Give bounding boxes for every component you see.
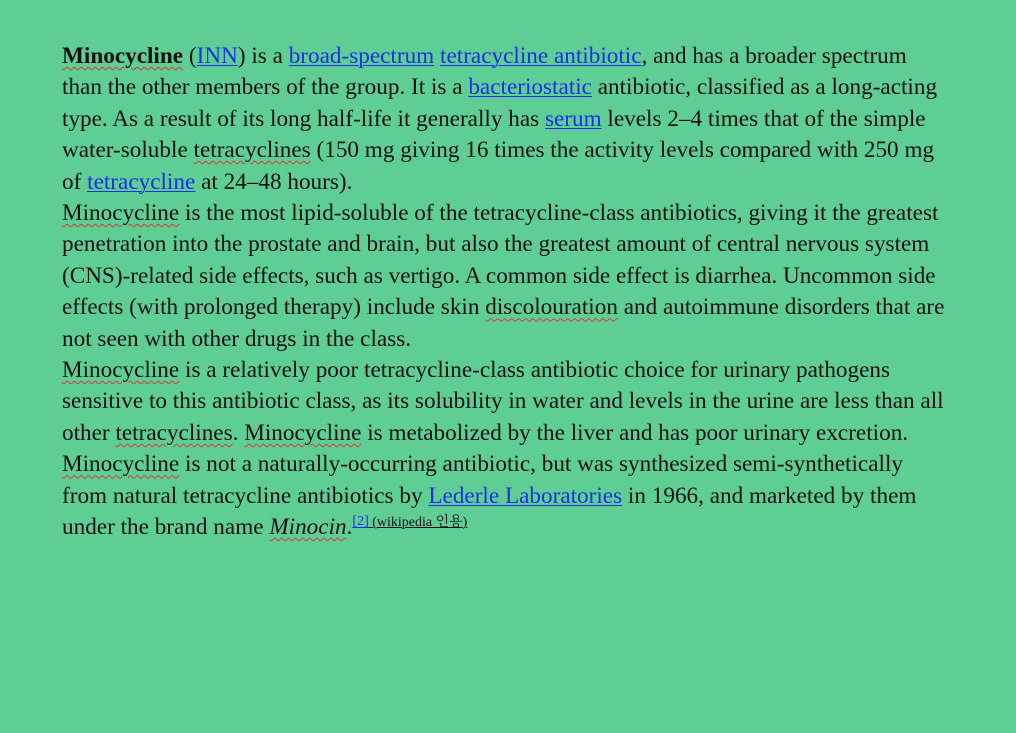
citation-link[interactable]: [2]: [352, 514, 369, 530]
text: is the most lipid-soluble of the tetracycline-class antibiotics, giving it the greatest penetration into the prostate and brain, but also the greatest amount of central nervous system (CNS)-related side effects, such as vertigo. A common side effect is diarrhea. Uncommon side effects (with prolonged therapy) include skin: [62, 200, 939, 321]
term-minocycline: Minocycline: [62, 43, 184, 69]
document-body: [62, 41, 952, 544]
text: ) is a: [237, 43, 289, 69]
link-broad-spectrum[interactable]: broad-spectrum: [288, 43, 435, 69]
link-tetracycline-antibiotic[interactable]: tetracycline antibiotic: [440, 43, 642, 69]
term-minocycline: Minocycline: [62, 357, 180, 384]
text: is a relatively poor tetracycline-class antibiotic choice for urinary pathogens sensitive to this antibiotic class, as its solubility in water and levels in the urine are less than all other: [62, 357, 944, 446]
link-bacteriostatic[interactable]: bacteriostatic: [468, 74, 592, 101]
text: .: [346, 514, 353, 541]
text: is not a naturally-occurring antibiotic, but was synthesized semi-synthetically from natural tetracycline antibiotics by: [62, 451, 903, 509]
paragraph-4: [62, 449, 952, 543]
term-minocycline: Minocycline: [62, 200, 180, 227]
brand-minocin: Minocin: [269, 514, 347, 541]
link-serum[interactable]: serum: [544, 105, 602, 132]
text: (: [183, 43, 197, 69]
link-tetracycline[interactable]: tetracycline: [87, 168, 196, 195]
text: is metabolized by the liver and has poor urinary excretion.: [361, 419, 909, 446]
term-minocycline: Minocycline: [244, 419, 362, 446]
word-discolouration: discolouration: [485, 294, 618, 321]
paragraph-1: [62, 41, 952, 198]
text: antibiotic, classified as a long-acting type. As a result of its long half-life it generally has: [62, 74, 938, 132]
paragraph-3: [62, 355, 952, 449]
paragraph-2: [62, 198, 952, 355]
word-tetracyclines: tetracyclines: [193, 137, 311, 164]
source-note: (wikipedia 인용): [368, 515, 468, 531]
link-inn[interactable]: INN: [196, 43, 238, 69]
text: in 1966, and marketed by them under the brand name: [62, 482, 917, 541]
term-minocycline: Minocycline: [62, 451, 180, 478]
text: and autoimmune disorders that are not seen with other drugs in the class.: [62, 294, 945, 352]
text: levels 2–4 times that of the simple water-soluble: [62, 105, 926, 164]
text: at 24–48 hours).: [195, 168, 353, 195]
text: .: [232, 419, 245, 446]
link-lederle-laboratories[interactable]: Lederle Laboratories: [428, 482, 623, 509]
word-tetracyclines: tetracyclines: [115, 419, 233, 446]
text: (150 mg giving 16 times the activity levels compared with 250 mg of: [62, 137, 935, 195]
text: , and has a broader spectrum than the other members of the group. It is a: [62, 43, 907, 101]
